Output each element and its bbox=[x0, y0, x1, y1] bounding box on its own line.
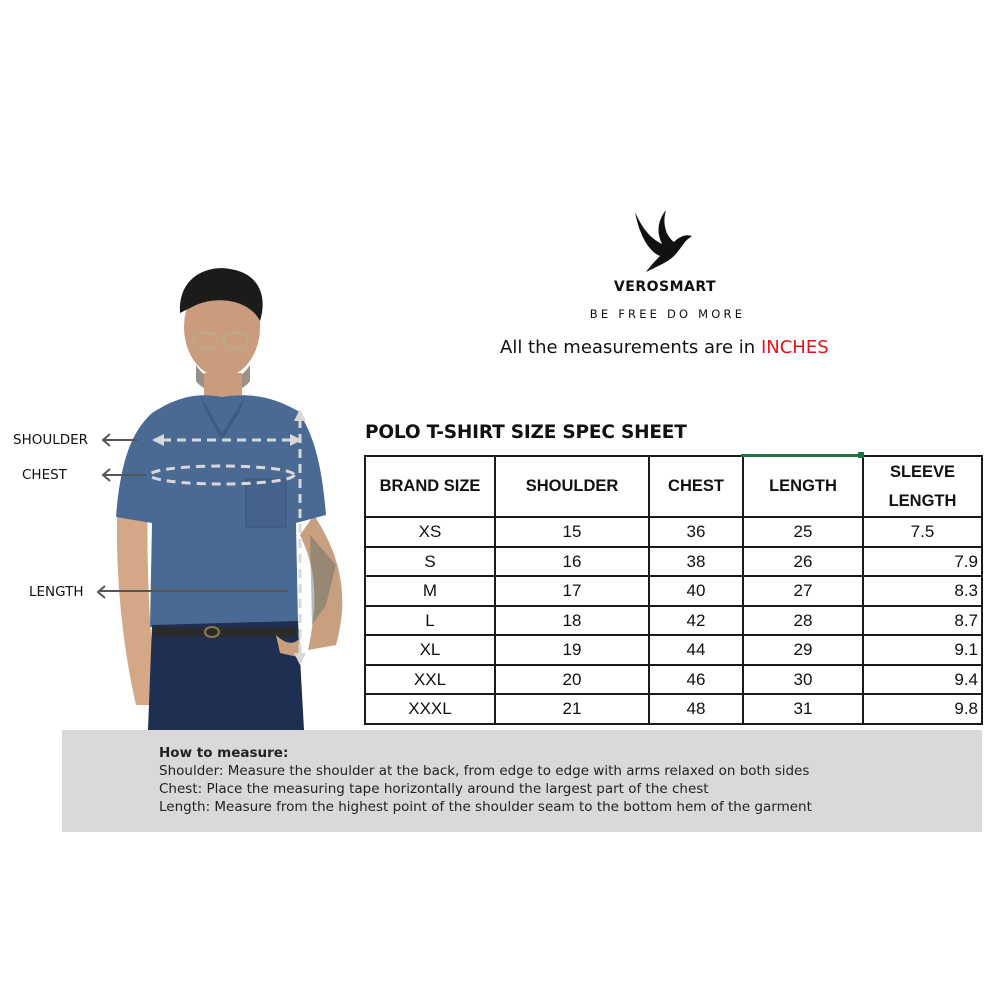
cell-shoulder: 17 bbox=[495, 576, 649, 606]
header-sleeve-length bbox=[863, 456, 982, 517]
cell-chest: 40 bbox=[649, 576, 743, 606]
cell-shoulder: 21 bbox=[495, 694, 649, 724]
label-length: LENGTH bbox=[29, 584, 84, 600]
cell-length: 26 bbox=[743, 547, 863, 577]
brand-tagline: BE FREE DO MORE bbox=[589, 307, 746, 321]
table-row bbox=[365, 606, 982, 636]
size-spec-table bbox=[364, 455, 983, 725]
label-chest: CHEST bbox=[22, 467, 67, 483]
cell-length: 27 bbox=[743, 576, 863, 606]
howto-length: Length: Measure from the highest point of the shoulder seam to the bottom hem of the garment bbox=[159, 799, 812, 815]
cell-selection-border bbox=[741, 454, 861, 457]
header-sleeve-line2: LENGTH bbox=[888, 491, 957, 510]
cell-size: S bbox=[365, 547, 495, 577]
cell-length: 30 bbox=[743, 665, 863, 695]
header-shoulder: SHOULDER bbox=[495, 456, 649, 517]
cell-size: XL bbox=[365, 635, 495, 665]
cell-chest: 44 bbox=[649, 635, 743, 665]
cell-chest: 46 bbox=[649, 665, 743, 695]
table-row bbox=[365, 576, 982, 606]
cell-shoulder: 16 bbox=[495, 547, 649, 577]
header-sleeve-line1: SLEEVE bbox=[889, 462, 956, 481]
cell-sleeve: 8.7 bbox=[863, 606, 982, 636]
arrow-left-icon bbox=[100, 467, 148, 483]
table-row bbox=[365, 665, 982, 695]
cell-chest: 36 bbox=[649, 517, 743, 547]
cell-shoulder: 20 bbox=[495, 665, 649, 695]
cell-shoulder: 15 bbox=[495, 517, 649, 547]
cell-sleeve: 7.5 bbox=[863, 517, 982, 547]
howto-shoulder: Shoulder: Measure the shoulder at the back, from edge to edge with arms relaxed on both sides bbox=[159, 763, 810, 779]
arrow-left-icon bbox=[100, 432, 140, 448]
table-row bbox=[365, 547, 982, 577]
cell-size: L bbox=[365, 606, 495, 636]
header-length: LENGTH bbox=[743, 456, 863, 517]
cell-sleeve: 9.1 bbox=[863, 635, 982, 665]
cell-sleeve: 9.4 bbox=[863, 665, 982, 695]
cell-sleeve: 7.9 bbox=[863, 547, 982, 577]
brand-name: VEROSMART bbox=[613, 279, 717, 295]
table-row bbox=[365, 517, 982, 547]
sheet-title: POLO T-SHIRT SIZE SPEC SHEET bbox=[365, 422, 687, 443]
how-to-measure-panel bbox=[62, 730, 982, 832]
cell-shoulder: 18 bbox=[495, 606, 649, 636]
table-header-row bbox=[365, 456, 982, 517]
units-note bbox=[500, 337, 900, 358]
header-brand-size: BRAND SIZE bbox=[365, 456, 495, 517]
cell-length: 25 bbox=[743, 517, 863, 547]
cell-length: 29 bbox=[743, 635, 863, 665]
cell-length: 31 bbox=[743, 694, 863, 724]
cell-fill-handle bbox=[858, 452, 864, 458]
label-shoulder: SHOULDER bbox=[13, 432, 89, 448]
table-row bbox=[365, 635, 982, 665]
units-note-prefix: All the measurements are in bbox=[500, 337, 761, 358]
cell-chest: 38 bbox=[649, 547, 743, 577]
cell-shoulder: 19 bbox=[495, 635, 649, 665]
model-photo bbox=[100, 265, 370, 730]
cell-chest: 48 bbox=[649, 694, 743, 724]
cell-size: XXL bbox=[365, 665, 495, 695]
cell-sleeve: 9.8 bbox=[863, 694, 982, 724]
howto-title: How to measure: bbox=[159, 745, 289, 761]
cell-sleeve: 8.3 bbox=[863, 576, 982, 606]
cell-size: XXXL bbox=[365, 694, 495, 724]
cell-length: 28 bbox=[743, 606, 863, 636]
bird-logo-icon bbox=[632, 208, 696, 276]
cell-chest: 42 bbox=[649, 606, 743, 636]
howto-chest: Chest: Place the measuring tape horizontally around the largest part of the chest bbox=[159, 781, 709, 797]
units-note-unit: INCHES bbox=[760, 337, 829, 358]
header-chest: CHEST bbox=[649, 456, 743, 517]
cell-size: XS bbox=[365, 517, 495, 547]
cell-size: M bbox=[365, 576, 495, 606]
table-row bbox=[365, 694, 982, 724]
arrow-left-icon bbox=[96, 584, 106, 600]
